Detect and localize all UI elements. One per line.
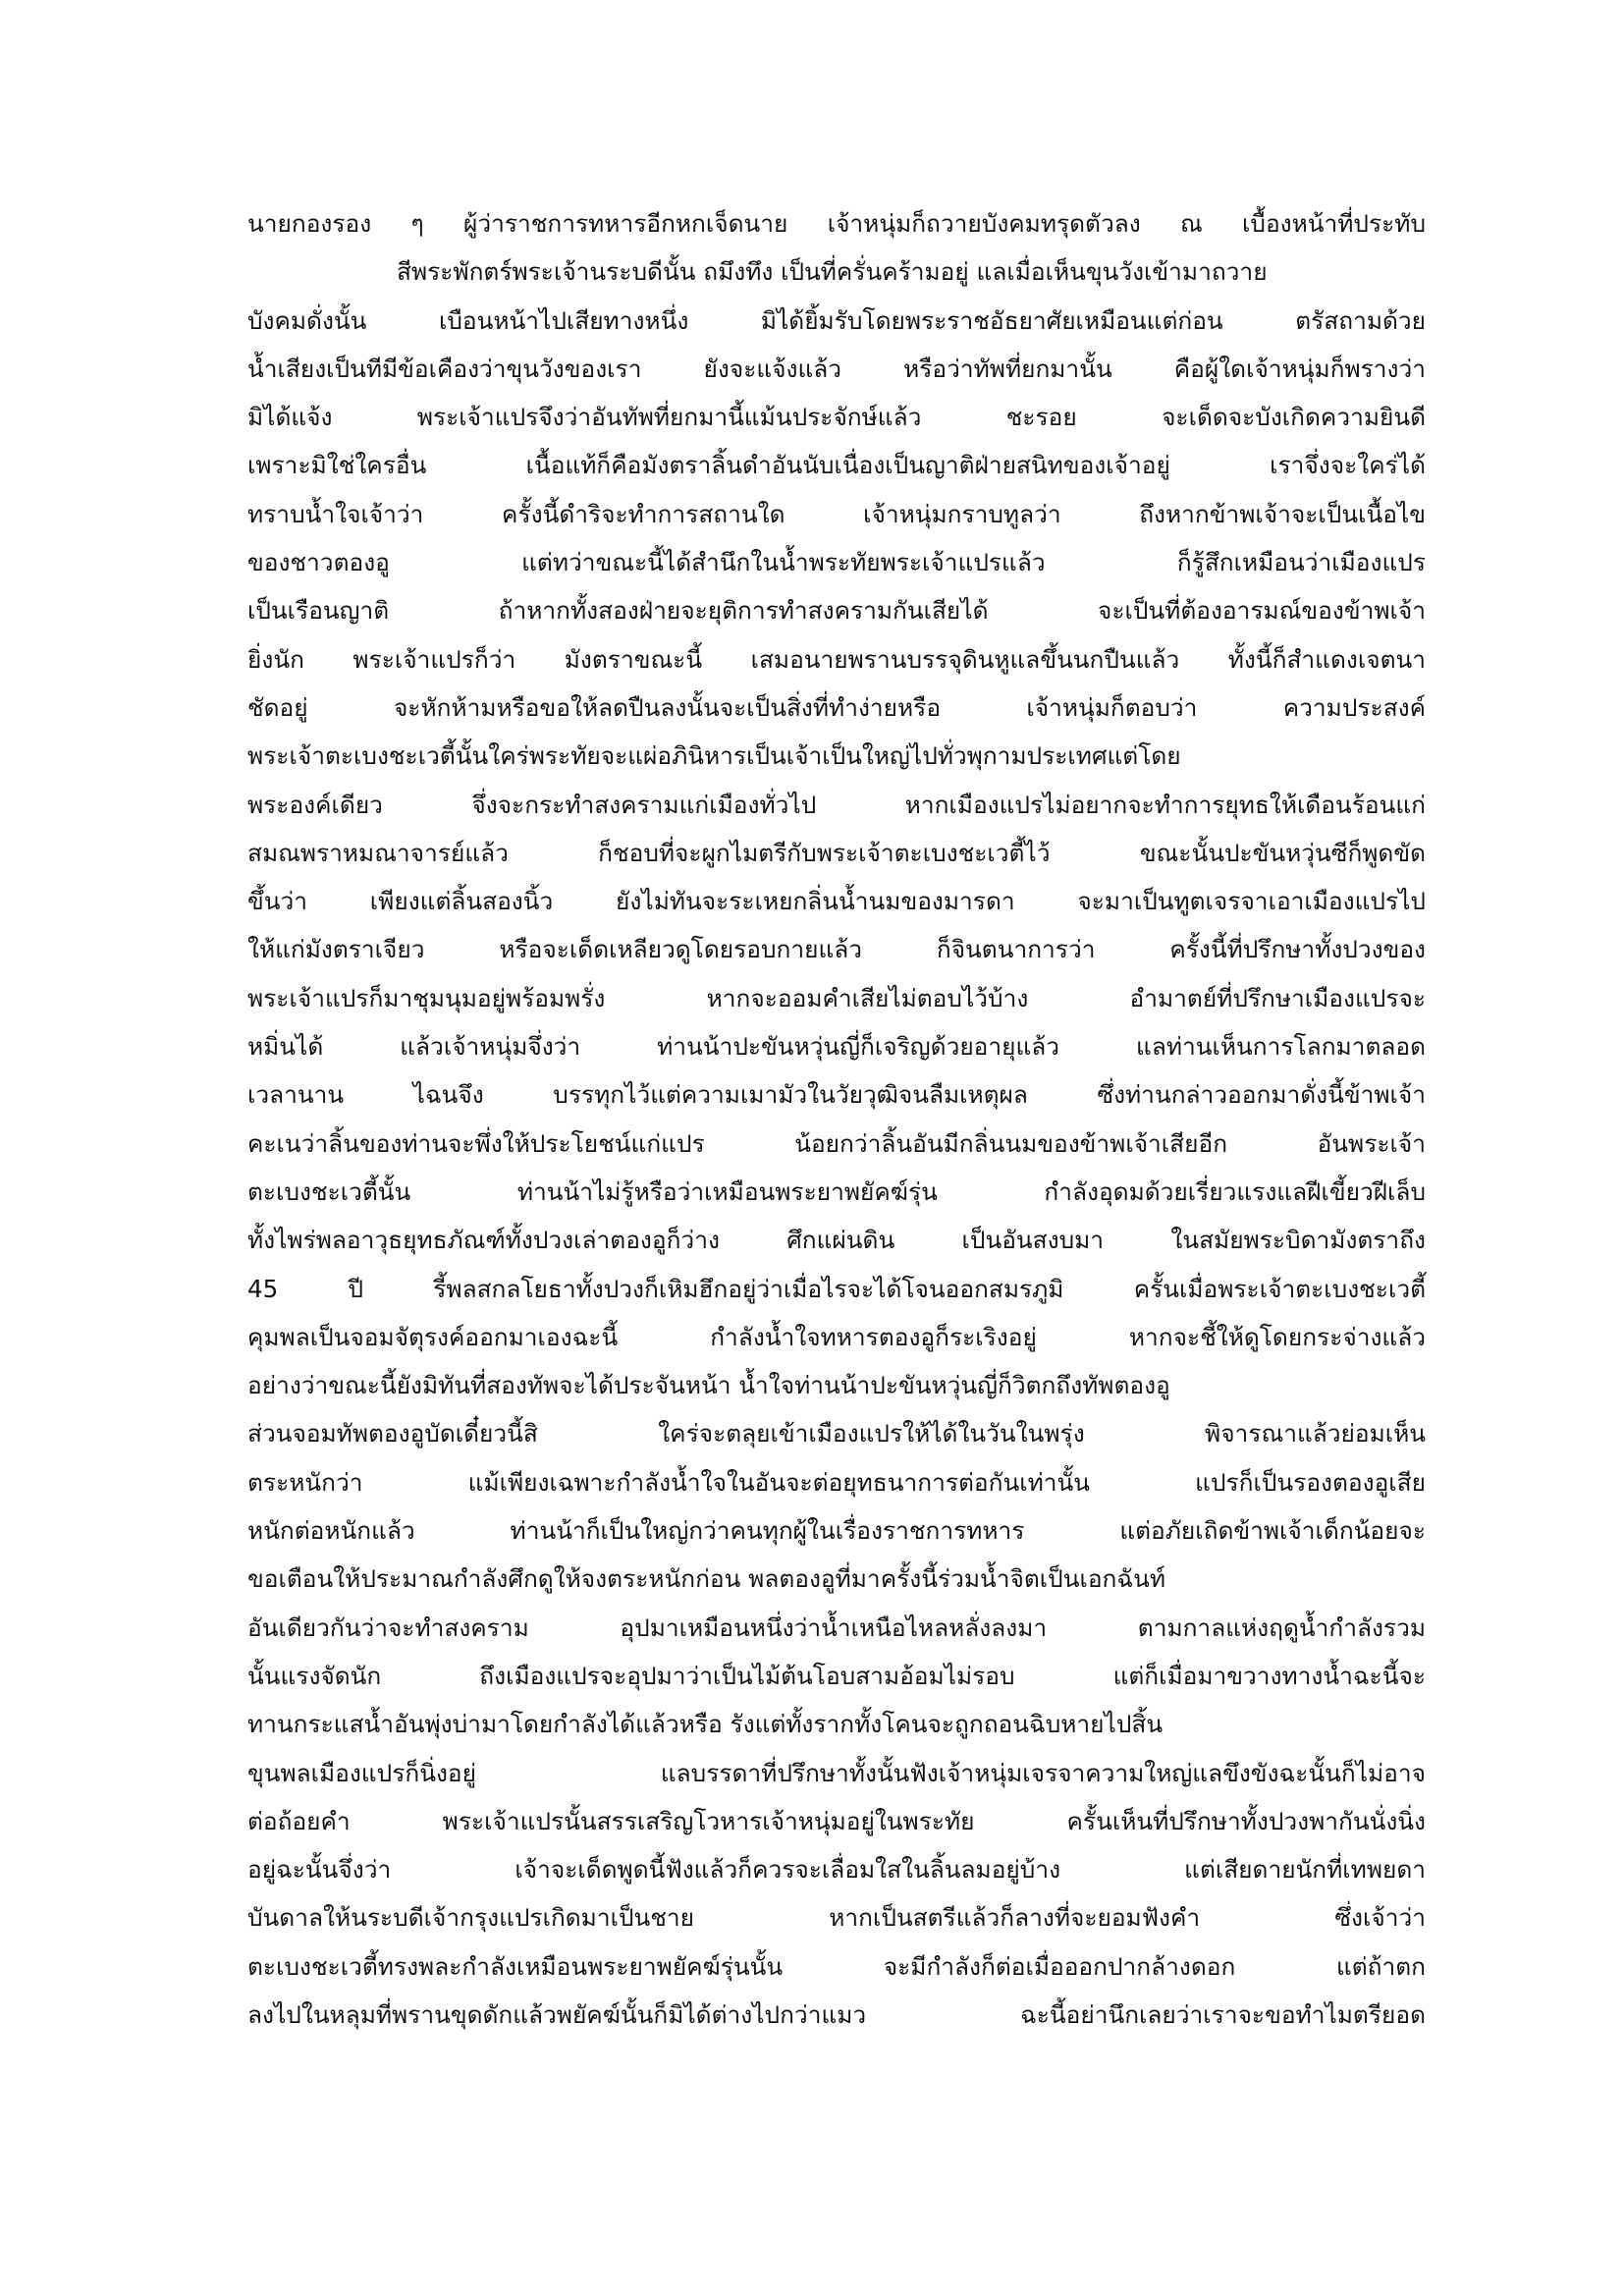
text-line: ทราบน้ำใจเจ้าว่า ครั้งนี้ดำริจะทำการสถานใด เจ้าหนุ่มกราบทูลว่า ถึงหากข้าพเจ้าจะเป็นเนื้อไข: [247, 499, 1426, 528]
text-line: บังคมดั่งนั้น เบือนหน้าไปเสียทางหนึ่ง มิได้ยิ้มรับโดยพระราชอัธยาศัยเหมือนแต่ก่อน ตรัสถามด้วย: [247, 305, 1426, 335]
text-line: ชัดอยู่ จะหักห้ามหรือขอให้ลดปืนลงนั้นจะเป็นสิ่งที่ทำง่ายหรือ เจ้าหนุ่มก็ตอบว่า ความประสงค์: [247, 692, 1426, 722]
text-line: ขอเตือนให้ประมาณกำลังศึกดูให้จงตระหนักก่อน พลตองอูที่มาครั้งนี้ร่วมน้ำจิตเป็นเอกฉันท์: [247, 1564, 1165, 1594]
text-line: พระเจ้าตะเบงชะเวตี้นั้นใคร่พระทัยจะแผ่อภินิหารเป็นเจ้าเป็นใหญ่ไปทั่วพุกามประเทศแต่โดย: [247, 741, 1181, 771]
text-line: พระองค์เดียว จึ่งจะกระทำสงครามแก่เมืองทั่วไป หากเมืองแปรไม่อยากจะทำการยุทธให้เดือนร้อนแก่: [247, 790, 1426, 819]
text-line: นั้นแรงจัดนัก ถึงเมืองแปรจะอุปมาว่าเป็นไม้ต้นโอบสามอ้อมไม่รอบ แต่ก็เมื่อมาขวางทางน้ำฉะนี้จะ: [247, 1661, 1426, 1690]
text-line: อยู่ฉะนั้นจึ่งว่า เจ้าจะเด็ดพูดนี้ฟังแล้วก็ควรจะเลื่อมใสในลิ้นลมอยู่บ้าง แต่เสียดายนักที่เทพยดา: [247, 1855, 1426, 1885]
text-line: อย่างว่าขณะนี้ยังมิทันที่สองทัพจะได้ประจันหน้า น้ำใจท่านน้าปะขันหวุ่นญี่ก็วิตกถึงทัพตองอู: [247, 1371, 1170, 1400]
text-line: เป็นเรือนญาติ ถ้าหากทั้งสองฝ่ายจะยุติการทำสงครามกันเสียได้ จะเป็นที่ต้องอารมณ์ของข้าพเจ้า: [247, 596, 1426, 626]
text-line: ให้แก่มังตราเจียว หรือจะเด็ดเหลียวดูโดยรอบกายแล้ว ก็จินตนาการว่า ครั้งนี้ที่ปรึกษาทั้งปวงของ: [247, 935, 1426, 964]
body-text: [247, 199, 1426, 2039]
text-line: คะเนว่าลิ้นของท่านจะพึ่งให้ประโยชน์แก่แปร น้อยกว่าลิ้นอันมีกลิ่นนมของข้าพเจ้าเสียอีก อันพระเจ้า: [247, 1128, 1426, 1158]
text-line: ของชาวตองอู แต่ทว่าขณะนี้ได้สำนึกในน้ำพระทัยพระเจ้าแปรแล้ว ก็รู้สึกเหมือนว่าเมืองแปร: [247, 548, 1426, 577]
text-line: ยิ่งนัก พระเจ้าแปรก็ว่า มังตราขณะนี้ เสมอนายพรานบรรจุดินหูแลขึ้นนกปืนแล้ว ทั้งนี้ก็สำแดงเจตนา: [247, 644, 1426, 674]
text-line: หมิ่นได้ แล้วเจ้าหนุ่มจึ่งว่า ท่านน้าปะขันหวุ่นญี่ก็เจริญด้วยอายุแล้ว แลท่านเห็นการโลกมาตลอด: [247, 1032, 1426, 1062]
text-line: ต่อถ้อยคำ พระเจ้าแปรนั้นสรรเสริญโวหารเจ้าหนุ่มอยู่ในพระทัย ครั้นเห็นที่ปรึกษาทั้งปวงพากันนั่งนิ่ง: [247, 1806, 1426, 1835]
text-line: มิได้แจ้ง พระเจ้าแปรจึงว่าอันทัพที่ยกมานี้แม้นประจักษ์แล้ว ชะรอย จะเด็ดจะบังเกิดความยินดี: [247, 403, 1426, 432]
text-line: น้ำเสียงเป็นทีมีข้อเคืองว่าขุนวังของเรา ยังจะแจ้งแล้ว หรือว่าทัพที่ยกมานั้น คือผู้ใดเจ้าหนุ่มก็พรางว่า: [247, 354, 1426, 383]
text-line: เวลานาน ไฉนจึง บรรทุกไว้แต่ความเมามัวในวัยวุฒิจนลืมเหตุผล ซึ่งท่านกล่าวออกมาดั่งนี้ข้าพเจ้า: [247, 1080, 1426, 1110]
text-line: เพราะมิใช่ใครอื่น เนื้อแท้ก็คือมังตราลิ้นดำอันนับเนื่องเป็นญาติฝ่ายสนิทของเจ้าอยู่ เราจึ่งจะใคร่ได้: [247, 451, 1426, 480]
text-line: ทั้งไพร่พลอาวุธยุทธภัณฑ์ทั้งปวงเล่าตองอูก็ว่าง ศึกแผ่นดิน เป็นอันสงบมา ในสมัยพระบิดามังตราถึง: [247, 1226, 1426, 1255]
text-line: พระเจ้าแปรก็มาชุมนุมอยู่พร้อมพรั่ง หากจะออมคำเสียไม่ตอบไว้บ้าง อำมาตย์ที่ปรึกษาเมืองแปรจะ: [247, 983, 1426, 1012]
text-line: ส่วนจอมทัพตองอูบัดเดี๋ยวนี้สิ ใคร่จะตลุยเข้าเมืองแปรให้ได้ในวันในพรุ่ง พิจารณาแล้วย่อมเห็น: [247, 1419, 1426, 1449]
text-line: อันเดียวกันว่าจะทำสงคราม อุปมาเหมือนหนึ่งว่าน้ำเหนือไหลหลั่งลงมา ตามกาลแห่งฤดูน้ำกำลังรวม: [247, 1613, 1426, 1642]
text-line: ตะเบงชะเวตี้นั้น ท่านน้าไม่รู้หรือว่าเหมือนพระยาพยัคฆ์รุ่น กำลังอุดมด้วยเรี่ยวแรงแลฝีเขี้ยวฝีเล็บ: [247, 1176, 1426, 1206]
text-line: นายกองรอง ๆ ผู้ว่าราชการทหารอีกหกเจ็ดนาย เจ้าหนุ่มก็ถวายบังคมทรุดตัวลง ณ เบื้องหน้าที่ประทับ: [247, 209, 1426, 238]
text-line: ตะเบงชะเวตี้ทรงพละกำลังเหมือนพระยาพยัคฆ์รุ่นนั้น จะมีกำลังก็ต่อเมื่อออกปากล้างดอก แต่ถ้าตก: [247, 1951, 1426, 1981]
text-line: คุมพลเป็นจอมจัตุรงค์ออกมาเองฉะนี้ กำลังน้ำใจทหารตองอูก็ระเริงอยู่ หากจะชี้ให้ดูโดยกระจ่างแล้ว: [247, 1322, 1426, 1351]
text-line: ลงไปในหลุมที่พรานขุดดักแล้วพยัคฆ์นั้นก็มิได้ต่างไปกว่าแมว ฉะนี้อย่านึกเลยว่าเราจะขอทำไมตรียอด: [247, 1999, 1426, 2029]
text-line: ตระหนักว่า แม้เพียงเฉพาะกำลังน้ำใจในอันจะต่อยุทธนาการต่อกันเท่านั้น แปรก็เป็นรองตองอูเสีย: [247, 1467, 1426, 1497]
text-line: สีพระพักตร์พระเจ้านระบดีนั้น ถมึงทึง เป็นที่ครั่นคร้ามอยู่ แลเมื่อเห็นขุนวังเข้ามาถวาย: [397, 257, 1268, 287]
text-line: ขึ้นว่า เพียงแต่ลิ้นสองนิ้ว ยังไม่ทันจะระเหยกลิ่นน้ำนมของมารดา จะมาเป็นทูตเจรจาเอาเมืองแปรไป: [247, 887, 1426, 916]
text-line: 45 ปี รี้พลสกลโยธาทั้งปวงก็เหิมฮึกอยู่ว่าเมื่อไรจะได้โจนออกสมรภูมิ ครั้นเมื่อพระเจ้าตะเบงชะเวตี้: [247, 1274, 1426, 1303]
text-line: หนักต่อหนักแล้ว ท่านน้าก็เป็นใหญ่กว่าคนทุกผู้ในเรื่องราชการทหาร แต่อภัยเถิดข้าพเจ้าเด็กน้อยจะ: [247, 1516, 1426, 1546]
text-line: บันดาลให้นระบดีเจ้ากรุงแปรเกิดมาเป็นชาย หากเป็นสตรีแล้วก็ลางที่จะยอมฟังคำ ซึ่งเจ้าว่า: [247, 1903, 1426, 1933]
text-line: ขุนพลเมืองแปรก็นิ่งอยู่ แลบรรดาที่ปรึกษาทั้งนั้นฟังเจ้าหนุ่มเจรจาความใหญ่แลขึงขังฉะนั้นก็ไม่อาจ: [247, 1758, 1426, 1787]
text-line: สมณพราหมณาจารย์แล้ว ก็ชอบที่จะผูกไมตรีกับพระเจ้าตะเบงชะเวตี้ไว้ ขณะนั้นปะขันหวุ่นซีก็พูดขัด: [247, 838, 1426, 867]
text-line: ทานกระแสน้ำอันพุ่งบ่ามาโดยกำลังได้แล้วหรือ รังแต่ทั้งรากทั้งโคนจะถูกถอนฉิบหายไปสิ้น: [247, 1710, 1164, 1739]
